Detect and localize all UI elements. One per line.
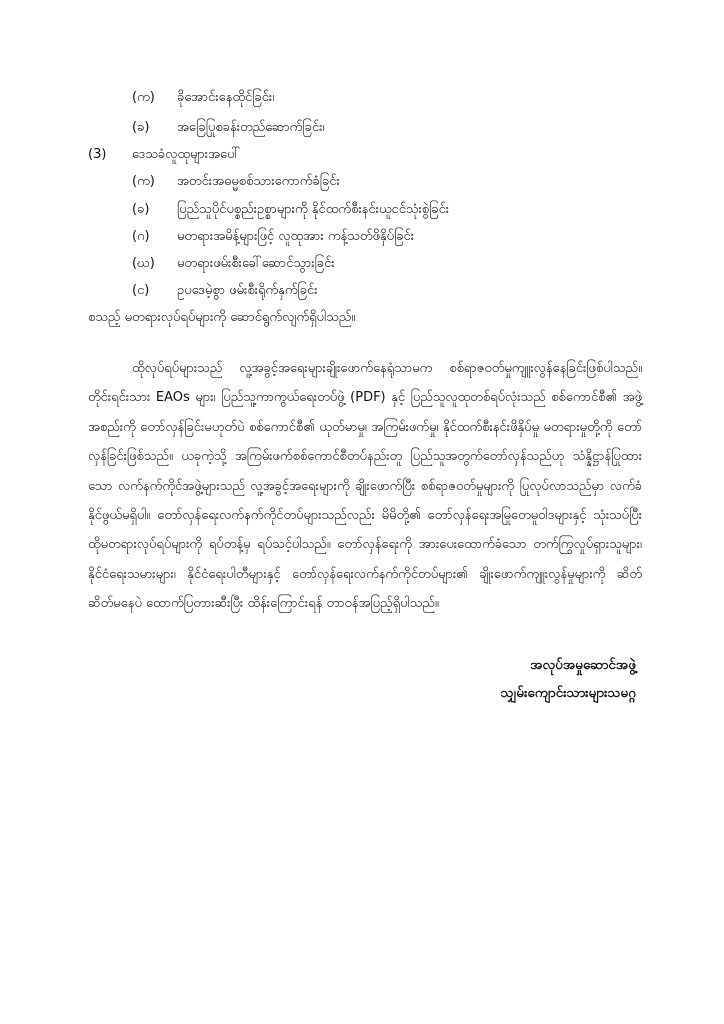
list-marker: (ဃ) xyxy=(132,256,155,271)
list-marker: (က) xyxy=(132,174,155,189)
list-item: ဥပဒေမဲ့စွာ ဖမ်းစီးရိုက်နှက်ခြင်း xyxy=(177,283,318,298)
section-number: (3) xyxy=(88,147,107,162)
list-marker: (င) xyxy=(132,283,150,298)
list-item: ခိုအောင်းနေထိုင်ခြင်း၊ xyxy=(177,90,275,105)
list-item: ပြည်သူပိုင်ပစ္စည်းဥစ္စာများကို နိုင်ထက်စီးနင်းယူငင်သုံးစွဲခြင်း xyxy=(177,202,450,217)
closing-line: စသည့် မတရားလုပ်ရပ်များကို ဆောင်ရွက်လျက်ရှိပါသည်။ xyxy=(88,310,356,325)
list-item: အတင်းအဓမ္မစစ်သားကောက်ခံခြင်း xyxy=(177,174,340,189)
list-item: အခြေပြုစခန်းတည်ဆောက်ခြင်း၊ xyxy=(177,120,325,135)
list-marker: (က) xyxy=(132,90,155,105)
list-item: မတရားအမိန့်များဖြင့် လူထုအား ကန့်သတ်ဖိနှိပ်ခြင်း xyxy=(177,229,415,244)
signature-org-unit: အလုပ်အမှုဆောင်အဖွဲ့ xyxy=(530,657,636,673)
list-marker: (ခ) xyxy=(132,120,150,135)
list-marker: (ခ) xyxy=(132,202,150,217)
list-marker: (ဂ) xyxy=(132,229,150,244)
list-item: မတရားဖမ်းစီးခေါ်ဆောင်သွားခြင်း xyxy=(177,256,335,271)
body-paragraph: ထိုလုပ်ရပ်များသည် လူ့အခွင့်အရေးများချိုးဖောက်နေရုံသာမက စစ်ရာဇဝတ်မှုကျူးလွန်နေခြင်းဖြစ်ပါသည်။ တိုင်းရင်းသား EAOs များ၊ ပြည်သူ့ကာကွယ်ရေးတပ်ဖွဲ့ (PDF) နှင့် ပြည်သူလူထုတစ်ရပ်လုံးသည် စစ်ကောင်စီ၏ အဖွဲ့အစည်းကို တော်လှန်ခြင်းမဟုတ်ပဲ စစ်ကောင်စီ၏ ယုတ်မာမှု၊ အကြမ်းဖက်မှု၊ နိုင်ထက်စီးနင်းဖိနှိပ်မှု မတရားမှုတို့ကို တော်လှန်ခြင်းဖြစ်သည်။ ယခုကဲ့သို့ အကြမ်းဖက်စစ်ကောင်စီတပ်နည်းတူ ပြည်သူအတွက်တော်လှန်သည်ဟု သံန္နိဋ္ဌာန်ပြုထားသော လက်နက်ကိုင်အဖွဲ့များသည် လူ့အခွင့်အရေးများကို ချိုးဖောက်ပြီး စစ်ရာဇဝတ်မှုများကို ပြုလုပ်လာသည်မှာ လက်ခံနိုင်ဖွယ်မရှိပါ။ တော်လှန်ရေးလက်နက်ကိုင်တပ်များသည်လည်း မိမိတို့၏ တော်လှန်ရေးအမြုတေမူဝါဒများနှင့် သုံးသပ်ပြီး ထိုမတရားလုပ်ရပ်များကို ရပ်တန့်မှ ရပ်သင့်ပါသည်။ တော်လှန်ရေးကို အားပေးထောက်ခံသော တက်ကြွလှုပ်ရှားသူများ၊ နိုင်ငံရေးသမားများ၊ နိုင်ငံရေးပါတီများနှင့် တော်လှန်ရေးလက်နက်ကိုင်တပ်များ၏ ချိုးဖောက်ကျူးလွန်မှုများကို ဆိတ်ဆိတ်မနေပဲ ထောက်ပြတားဆီးပြီး ထိန်းကြောင်းရန် တာဝန်အပြည့်ရှိပါသည်။ xyxy=(88,361,642,612)
section-heading: ဒေသခံလူထုများအပေါ် xyxy=(132,147,241,162)
signature-org-name: သျှမ်းကျောင်းသားများသမဂ္ဂ xyxy=(500,685,636,701)
